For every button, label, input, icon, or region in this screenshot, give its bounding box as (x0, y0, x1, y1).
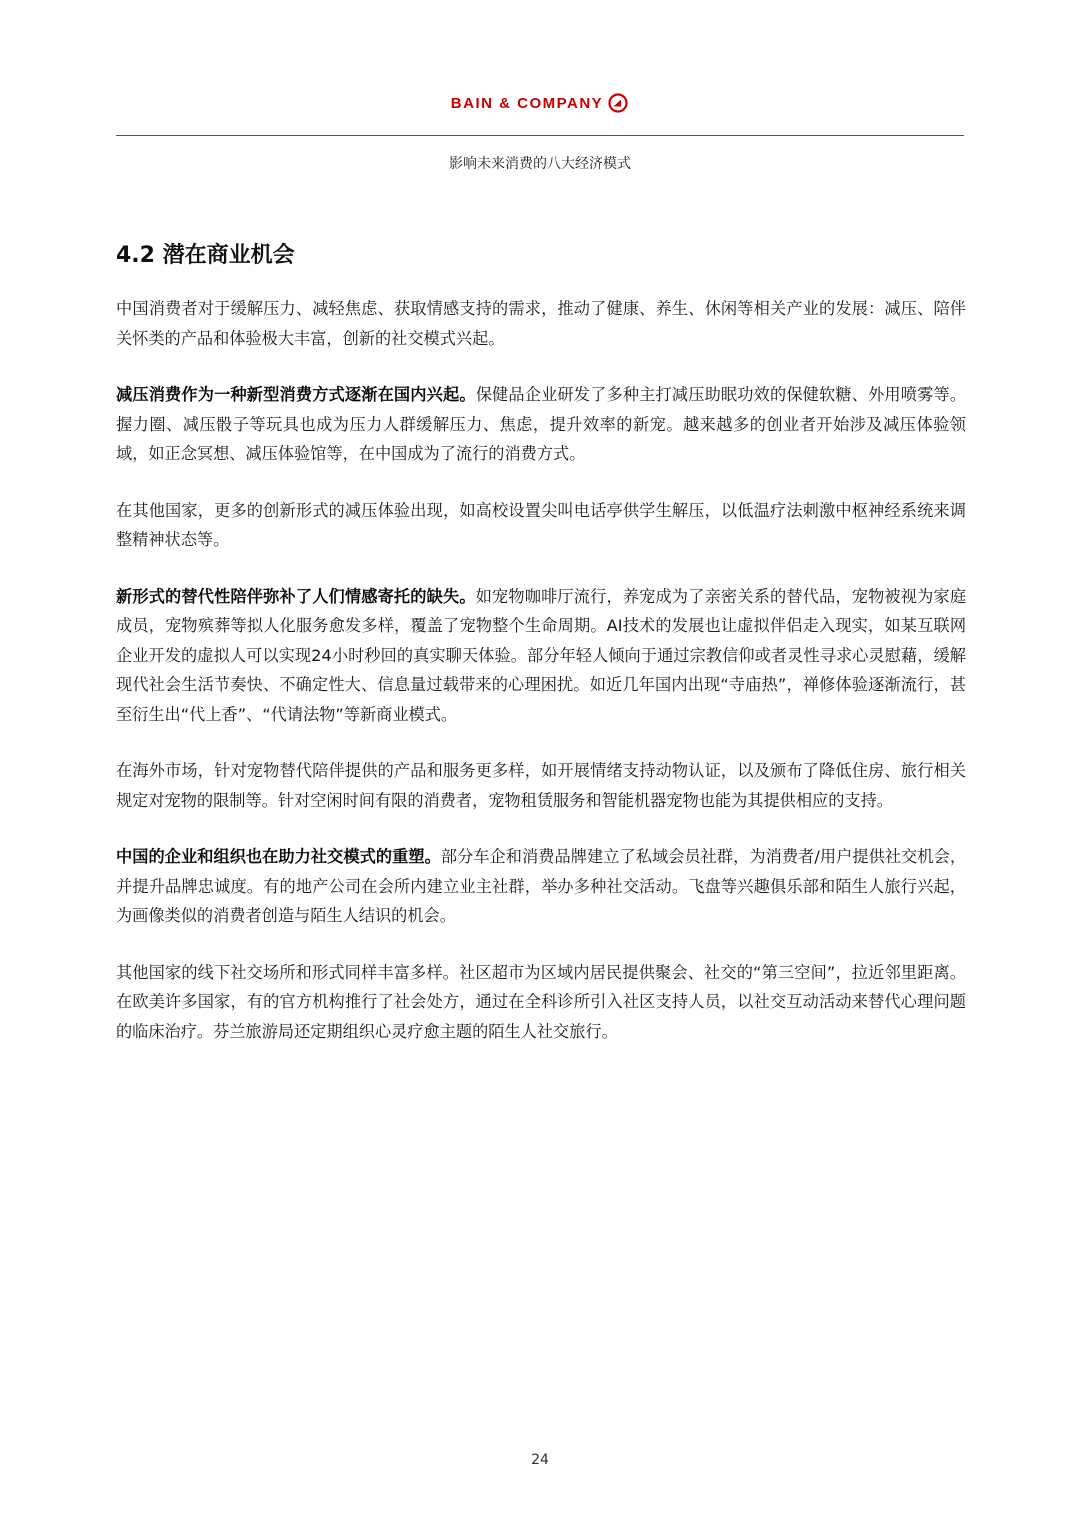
paragraph-lead: 减压消费作为一种新型消费方式逐渐在国内兴起。 (116, 385, 476, 404)
paragraph-overseas-stress-relief (116, 496, 966, 555)
paragraph-body: 如宠物咖啡厅流行，养宠成为了亲密关系的替代品，宠物被视为家庭成员，宠物殡葬等拟人化服务愈发多样，覆盖了宠物整个生命周期。AI技术的发展也让虚拟伴侣走入现实，如某互联网企业开发的虚拟人可以实现24小时秒回的真实聊天体验。部分年轻人倾向于通过宗教信仰或者灵性寻求心灵慰藉，缓解现代社会生活节奏快、不确定性大、信息量过载带来的心理困扰。如近几年国内出现“寺庙热”，禅修体验逐渐流行，甚至衍生出“代上香”、“代请法物”等新商业模式。 (116, 586, 967, 724)
paragraph-intro (116, 294, 966, 353)
paragraph-body: 在其他国家，更多的创新形式的减压体验出现，如高校设置尖叫电话亭供学生解压，以低温疗法刺激中枢神经系统来调整精神状态等。 (116, 500, 966, 549)
paragraph-body: 部分车企和消费品牌建立了私域会员社群，为消费者/用户提供社交机会，并提升品牌忠诚度。有的地产公司在会所内建立业主社群，举办多种社交活动。飞盘等兴趣俱乐部和陌生人旅行兴起，为画像类似的消费者创造与陌生人结识的机会。 (116, 847, 967, 925)
paragraph-lead: 中国的企业和组织也在助力社交模式的重塑。 (116, 847, 441, 866)
page-header (0, 0, 1080, 172)
paragraph-body: 其他国家的线下社交场所和形式同样丰富多样。社区超市为区域内居民提供聚会、社交的“第三空间”，拉近邻里距离。在欧美许多国家，有的官方机构推行了社会处方，通过在全科诊所引入社区支持人员，以社交互动活动来替代心理问题的临床治疗。芬兰旅游局还定期组织心灵疗愈主题的陌生人社交旅行。 (116, 962, 966, 1041)
document-subtitle: 影响未来消费的八大经济模式 (449, 156, 631, 172)
header-divider (116, 135, 964, 136)
section-title: 4.2 潜在商业机会 (116, 243, 295, 268)
paragraph-body: 在海外市场，针对宠物替代陪伴提供的产品和服务更多样，如开展情绪支持动物认证，以及颁布了降低住房、旅行相关规定对宠物的限制等。针对空闲时间有限的消费者，宠物租赁服务和智能机器宠物也能为其提供相应的支持。 (116, 761, 966, 810)
brand-logo-text: BAIN & COMPANY (450, 95, 604, 112)
paragraph-body: 中国消费者对于缓解压力、减轻焦虑、获取情感支持的需求，推动了健康、养生、休闲等相关产业的发展：减压、陪伴关怀类的产品和体验极大丰富，创新的社交模式兴起。 (116, 299, 966, 348)
main-content (116, 238, 966, 1073)
paragraph-overseas-pets (116, 756, 966, 815)
paragraph-stress-relief (116, 380, 966, 469)
paragraph-body: 保健品企业研发了多种主打减压助眠功效的保健软糖、外用喷雾等。握力圈、减压骰子等玩具也成为压力人群缓解压力、焦虑，提升效率的新宠。越来越多的创业者开始涉及减压体验领域，如正念冥想、减压体验馆等，在中国成为了流行的消费方式。 (116, 385, 967, 463)
paragraph-overseas-social (116, 958, 966, 1047)
page-number: 24 (531, 1452, 549, 1468)
brand-logo (0, 92, 1080, 116)
paragraph-lead: 新形式的替代性陪伴弥补了人们情感寄托的缺失。 (116, 586, 476, 606)
paragraph-companionship (116, 582, 966, 730)
paragraph-social-models (116, 842, 966, 931)
bain-logo-icon (607, 92, 629, 114)
